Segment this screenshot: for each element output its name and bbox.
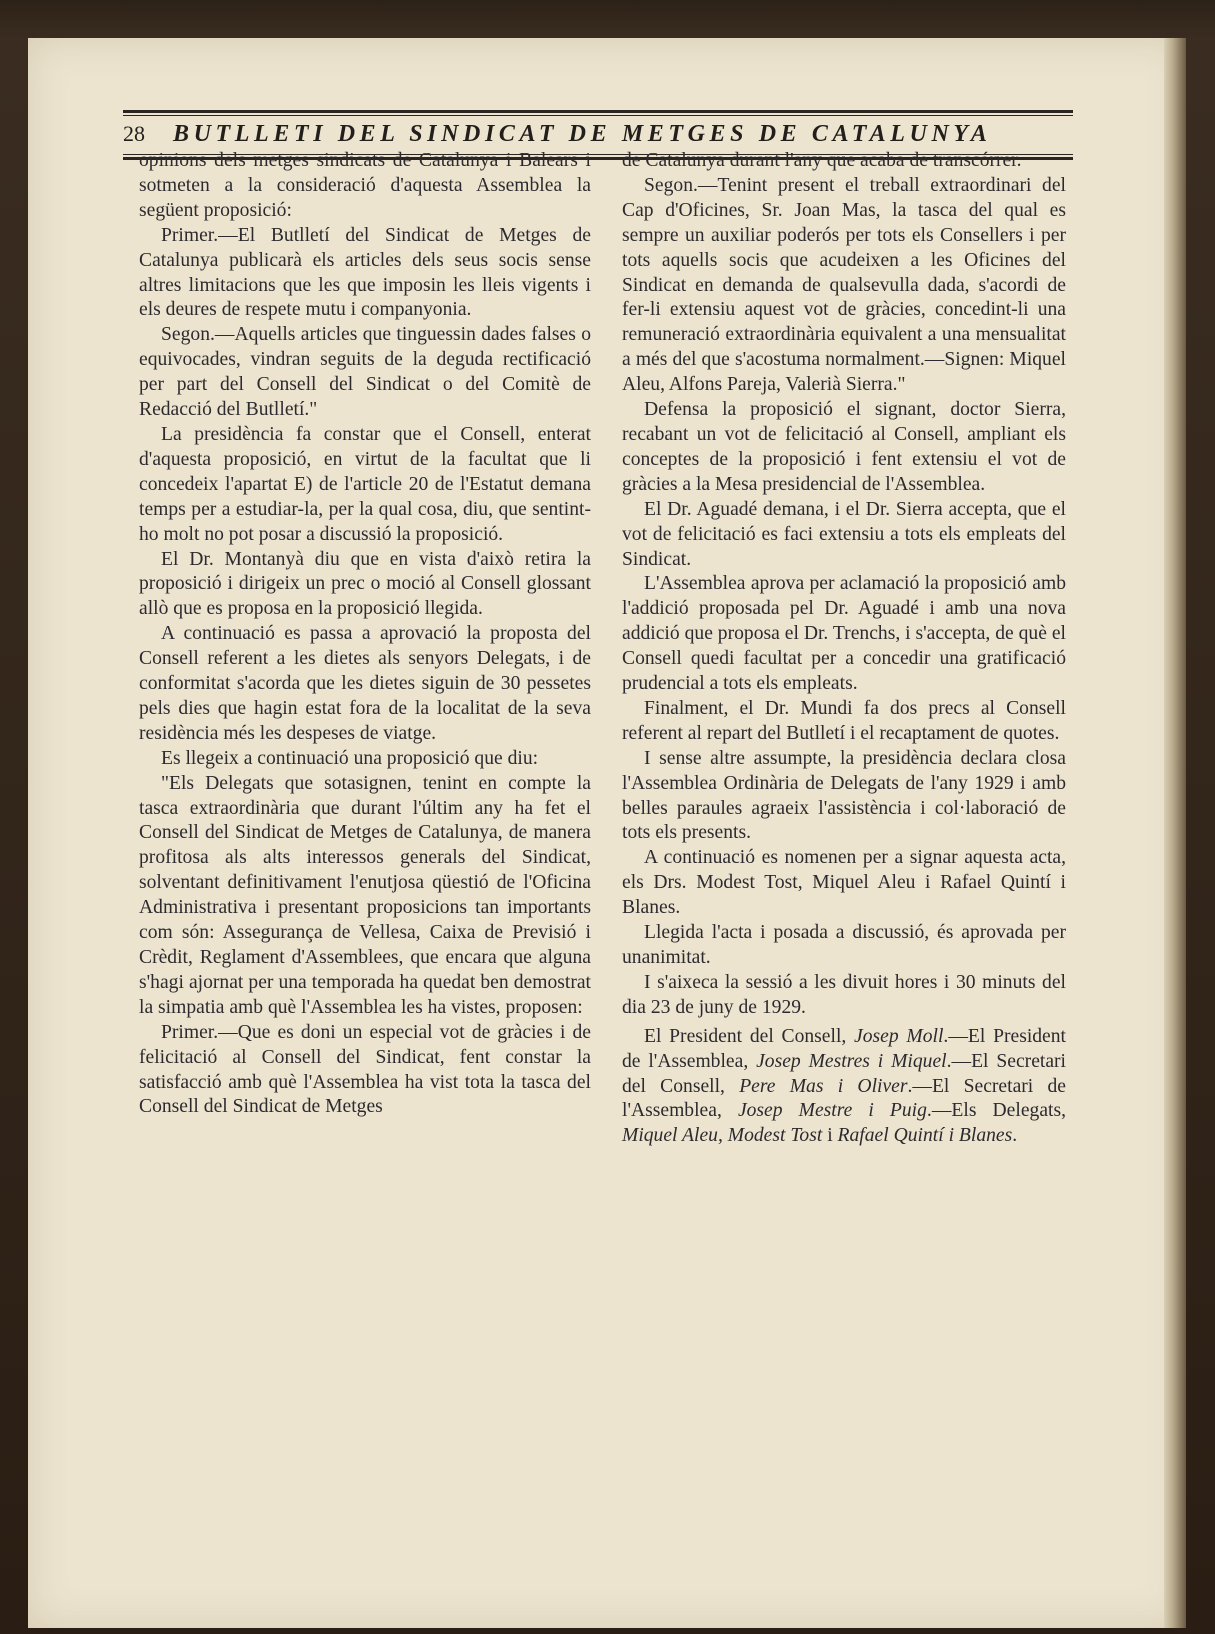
left-column (139, 149, 591, 1120)
paragraph: Defensa la proposició el signant, doctor Sierra, recabant un vot de felicitació al Consell, ampliant els conceptes de la proposició i fent extensiu el vot de gràcies a la Mesa presidencial de l'Assemblea. (622, 399, 1066, 495)
paragraph: I s'aixeca la sessió a les divuit hores i 30 minuts del dia 23 de juny de 1929. (622, 971, 1066, 1018)
paragraph: El Dr. Montanyà diu que en vista d'això retira la proposició i dirigeix un prec o moció al Consell glossant allò que es proposa en la proposició llegida. (139, 548, 591, 620)
paragraph: La presidència fa constar que el Consell, enterat d'aquesta proposició, en virtut de la facultat que li concedeix l'apartat E) de l'article 20 de l'Estatut demana temps per a estudiar-la, per la qual cosa, diu, que sentint-ho molt no pot posar a discussió la proposició. (139, 423, 591, 545)
signature-end: . (1012, 1125, 1018, 1147)
signature-name: Pere Mas i Oliver (739, 1075, 908, 1097)
paragraph: El Dr. Aguadé demana, i el Dr. Sierra accepta, que el vot de felicitació es faci extensiu a tots els empleats del Sindicat. (622, 498, 1066, 570)
signature-label: .—El Secretari de l'Assemblea, (622, 1075, 1066, 1122)
signature-label: .—El Secretari del Consell, (622, 1050, 1066, 1097)
paragraph: Primer.—Que es doni un especial vot de gràcies i de felicitació al Consell del Sindicat, fent constar la satisfacció amb què l'Assemblea ha vist tota la tasca del Consell del Sindicat de Metges (139, 1021, 591, 1118)
paragraph: "Els Delegats que sotasignen, tenint en compte la tasca extraordinària que durant l'últim any ha fet el Consell del Sindicat de Metges de Catalunya, de manera profitosa als alts interessos generals del Sindicat, solventant definitivament l'enutjosa qüestió de l'Oficina Administrativa i presentant proposicions tan importants com són: Assegurança de Vellesa, Caixa de Previsió i Crèdit, Reglament d'Assemblees, que encara que alguna s'hagi ajornat per una temporada ha quedat ben demostrat la simpatia amb què l'Assemblea les ha vistes, proposen: (139, 772, 591, 1018)
signatures-paragraph (622, 1025, 1066, 1150)
signature-name: Josep Mestre i Puig (737, 1100, 927, 1122)
running-head-line (123, 121, 1073, 148)
signature-name: Rafael Quintí i Blanes (837, 1125, 1013, 1147)
signature-label: .—Els Delegats, (926, 1100, 1066, 1122)
header-rule-top (123, 110, 1073, 113)
paragraph: Segon.—Tenint present el treball extraordinari del Cap d'Oficines, Sr. Joan Mas, la tasca del qual es sempre un auxiliar poderós per tots els Consellers i per tots aquells socis que acudeixen a les Oficines del Sindicat en demanda de qualsevulla dada, s'acordi de fer-li extensiu aquest vot de gràcies, concedint-li una remuneració extraordinària equivalent a una mensualitat a més del que s'acostuma normalment.—Signen: Miquel Aleu, Alfons Pareja, Valerià Sierra." (622, 174, 1066, 396)
signature-name: Miquel Aleu, Modest Tost (622, 1125, 823, 1147)
paragraph: I sense altre assumpte, la presidència declara closa l'Assemblea Ordinària de Delegats de l'any 1929 i amb belles paraules agraeix l'assistència i col·laboració de tots els presents. (622, 747, 1066, 844)
binding-edge (1164, 38, 1186, 1628)
signature-label: El President del Consell, (644, 1025, 855, 1047)
paragraph: de Catalunya durant l'any que acaba de transcórrer. (622, 150, 1022, 171)
paragraph: opinions dels metges sindicats de Catalunya i Balears i sotmeten a la consideració d'aquesta Assemblea la següent proposició: (139, 150, 591, 221)
paragraph: Segon.—Aquells articles que tinguessin dades falses o equivocades, vindran seguits de la deguda rectificació per part del Consell del Sindicat o del Comitè de Redacció del Butlletí." (139, 324, 591, 421)
page-number: 28 (123, 121, 145, 146)
signature-name: Josep Moll (854, 1025, 944, 1047)
paragraph: L'Assemblea aprova per aclamació la proposició amb l'addició proposada pel Dr. Aguadé i amb una nova addició que proposa el Dr. Trenchs, i s'accepta, de què el Consell quedi facultat per a concedir una gratificació prudencial a tots els empleats. (622, 573, 1066, 695)
paragraph: Es llegeix a continuació una proposició que diu: (161, 747, 539, 769)
signature-name: Josep Mestres i Miquel (756, 1050, 947, 1072)
paragraph: A continuació es passa a aprovació la proposta del Consell referent a les dietes als senyors Delegats, i de conformitat s'acorda que les dietes siguin de 30 pessetes pels dies que hagin estat fora de la localitat de la seva residència més les despeses de viatge. (139, 623, 591, 744)
signature-joiner: i (822, 1125, 838, 1147)
header-rule-top-thin (123, 115, 1073, 116)
paragraph: Primer.—El Butlletí del Sindicat de Metges de Catalunya publicarà els articles dels seus socis sense altres limitacions que les que imposin les lleis vigents i els deures de respete mutu i companyonia. (139, 224, 591, 321)
paragraph: Llegida l'acta i posada a discussió, és aprovada per unanimitat. (622, 922, 1066, 968)
paragraph: Finalment, el Dr. Mundi fa dos precs al Consell referent al repart del Butlletí i el recaptament de quotes. (622, 697, 1066, 744)
journal-title: BUTLLETI DEL SINDICAT DE METGES DE CATALUNYA (173, 121, 992, 147)
signature-label: .—El President de l'Assemblea, (622, 1025, 1066, 1072)
right-column (622, 149, 1066, 1149)
paragraph: A continuació es nomenen per a signar aquesta acta, els Drs. Modest Tost, Miquel Aleu i Rafael Quintí i Blanes. (622, 847, 1066, 919)
